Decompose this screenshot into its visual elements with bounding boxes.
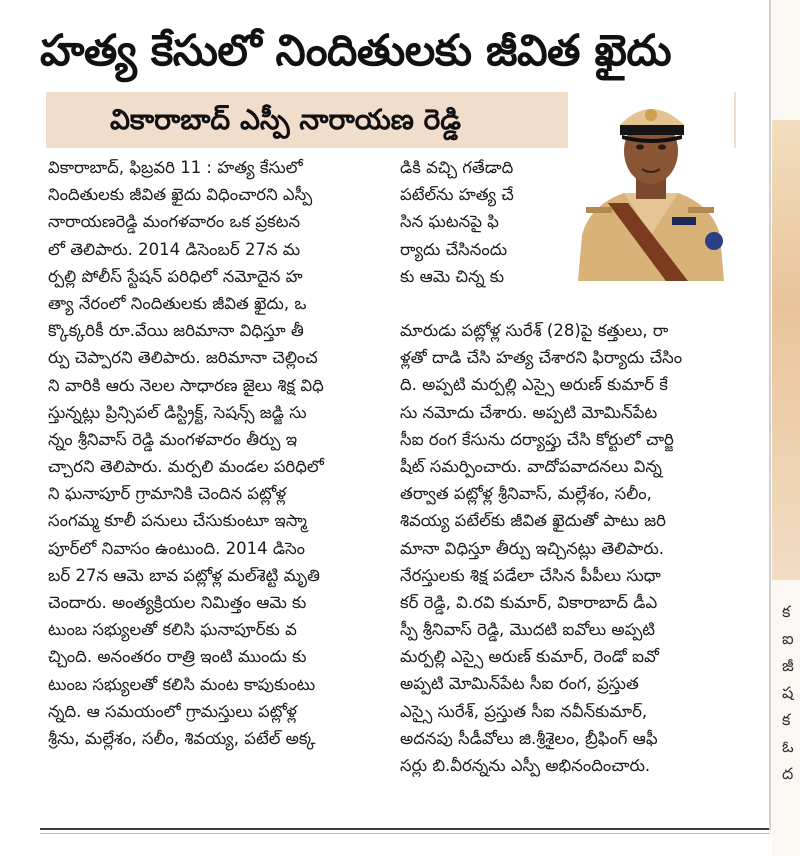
text-line: చ్చారని తెలిపారు. మర్పలి మండల పరిధిలో bbox=[48, 457, 324, 477]
subheadline: వికారాబాద్ ఎస్పీ నారాయణ రెడ్డి bbox=[110, 103, 461, 136]
text-line: ర్పు చెప్పారని తెలిపారు. జరిమానా చెల్లించ bbox=[48, 348, 318, 368]
text-line: పటేల్‌ను హత్య చే bbox=[400, 185, 514, 205]
text-line: మానా విధిస్తూ తీర్పు ఇచ్చినట్లు తెలిపారు. bbox=[400, 538, 665, 558]
text-line: న్నది. ఆ సమయంలో గ్రామస్తులు పట్లోళ్ల bbox=[48, 701, 297, 721]
text-line: శివయ్య పటేల్‌కు జీవిత ఖైదుతో పాటు జరి bbox=[400, 511, 666, 531]
text-line: సీఐ రంగ కేసును దర్యాప్తు చేసి కోర్టులో చార్జి bbox=[400, 429, 674, 449]
text-line: అదనపు సీడీవోలు జి.శ్రీశైలం, బ్రీఫింగ్ ఆఫీ bbox=[400, 728, 658, 748]
text-line: ర్పల్లి పోలీస్ స్టేషన్ పరిధిలో నమోదైన హ bbox=[48, 266, 303, 286]
text-line: ని వారికి ఆరు నెలల సాధారణ జైలు శిక్ష విధి bbox=[48, 375, 324, 395]
text-line: నారాయణరెడ్డి మంగళవారం ఒక ప్రకటన bbox=[48, 212, 301, 232]
officer-photo bbox=[568, 85, 734, 281]
adjacent-photo bbox=[772, 120, 800, 580]
text-fragment: ఓ bbox=[782, 737, 794, 756]
text-fragment: ష bbox=[782, 683, 794, 702]
text-line: అప్పటి మోమిన్‌పేట సీఐ రంగ, ప్రస్తుత bbox=[400, 674, 639, 694]
adjacent-article bbox=[772, 0, 800, 856]
text-line: స్తున్నట్లు ప్రిన్సిపల్ డిస్ట్రిక్ట్, సెషన్స్ జడ్జి సు bbox=[48, 402, 307, 422]
text-fragment: ద bbox=[782, 764, 794, 783]
text-line: డికి వచ్చి గతేడాది bbox=[400, 158, 514, 177]
text-line: నిందితులకు జీవిత ఖైదు విధించారని ఎస్పీ bbox=[48, 185, 313, 205]
text-line: చ్చింది. అనంతరం రాత్రి ఇంటి ముందు కు bbox=[48, 647, 307, 667]
text-line: ళ్లతో దాడి చేసి హత్య చేశారని ఫిర్యాదు చేసిం bbox=[400, 348, 683, 368]
bottom-rule-thin bbox=[40, 833, 770, 834]
text-line: టుంబ సభ్యులతో కలిసి ఘనాపూర్‌కు వ bbox=[48, 620, 297, 640]
headline: హత్య కేసులో నిందితులకు జీవిత ఖైదు bbox=[40, 26, 672, 76]
text-line: క్కొక్కరికీ రూ.వేయి జరిమానా విధిస్తూ తీ bbox=[48, 321, 304, 341]
text-line: లో తెలిపారు. 2014 డిసెంబర్ 27న మ bbox=[48, 239, 301, 259]
text-line: ని ఘనాపూర్ గ్రామానికి చెందిన పట్లోళ్ల bbox=[48, 484, 287, 504]
body-column-right-top bbox=[400, 154, 590, 290]
text-line: కర్ రెడ్డి, వి.రవి కుమార్, వికారాబాద్ డీఎ bbox=[400, 592, 658, 612]
text-line: ర్యాదు చేసినందు bbox=[400, 239, 508, 259]
text-line: మారుడు పట్లోళ్ల సురేశ్ (28)పై కత్తులు, రా bbox=[400, 321, 669, 340]
text-line: ది. అప్పటి మర్పల్లి ఎస్సై అరుణ్ కుమార్ కే bbox=[400, 375, 668, 395]
text-fragment: జీ bbox=[782, 656, 794, 675]
text-line: సు నమోదు చేశారు. అప్పటి మోమిన్‌పేట bbox=[400, 402, 658, 422]
text-line: పూర్‌లో నివాసం ఉంటుంది. 2014 డిసెం bbox=[48, 538, 306, 558]
text-line: సిన ఘటనపై ఫి bbox=[400, 212, 499, 232]
body-column-left bbox=[48, 154, 398, 752]
column-gutter bbox=[769, 0, 771, 830]
text-line: తర్వాత పట్లోళ్ల శ్రీనివాస్, మల్లేశం, సలీం, bbox=[400, 484, 652, 504]
text-line: న్నం శ్రీనివాస్ రెడ్డి మంగళవారం తీర్పు ఇ bbox=[48, 429, 298, 449]
text-line: శ్రీను, మల్లేశం, సలీం, శివయ్య, పటేల్ అక్క bbox=[48, 728, 316, 748]
text-line: బర్ 27న ఆమె బావ పట్లోళ్ల మల్‌శెట్టి మృతి bbox=[48, 565, 320, 585]
body-column-right bbox=[400, 317, 780, 779]
text-fragment: క bbox=[782, 602, 791, 621]
police-officer-portrait bbox=[568, 85, 734, 281]
text-line: త్యా నేరంలో నిందితులకు జీవిత ఖైదు, ఒ bbox=[48, 293, 307, 313]
adjacent-article-text bbox=[782, 598, 800, 787]
text-line: సర్లు బి.వీరన్నను ఎస్పీ అభినందించారు. bbox=[400, 756, 651, 775]
text-line: నేరస్తులకు శిక్ష పడేలా చేసిన పీపీలు సుధా bbox=[400, 565, 661, 585]
bottom-rule bbox=[40, 828, 770, 830]
text-line: షీట్ సమర్పించారు. వాదోపవాదనలు విన్న bbox=[400, 456, 662, 476]
text-line: సంగమ్మ కూలీ పనులు చేసుకుంటూ ఇస్మా bbox=[48, 511, 307, 531]
text-line: వికారాబాద్, ఫిబ్రవరి 11 : హత్య కేసులో bbox=[48, 158, 303, 177]
text-line: ఎస్సై సురేశ్, ప్రస్తుత సీఐ నవీన్‌కుమార్, bbox=[400, 701, 648, 721]
text-fragment: క bbox=[782, 710, 791, 729]
text-line: టుంబ సభ్యులతో కలిసి మంట కాపుకుంటు bbox=[48, 674, 316, 694]
text-line: మర్పల్లి ఎస్సై అరుణ్ కుమార్, రెండో ఐవో bbox=[400, 647, 659, 667]
text-fragment: ఐ bbox=[782, 629, 794, 648]
text-line: చెందారు. అంత్యక్రియల నిమిత్తం ఆమె కు bbox=[48, 593, 307, 612]
text-line: స్పీ శ్రీనివాస్ రెడ్డి, మొదటి ఐవోలు అప్పటి bbox=[400, 620, 656, 640]
text-line: కు ఆమె చిన్న కు bbox=[400, 266, 505, 286]
